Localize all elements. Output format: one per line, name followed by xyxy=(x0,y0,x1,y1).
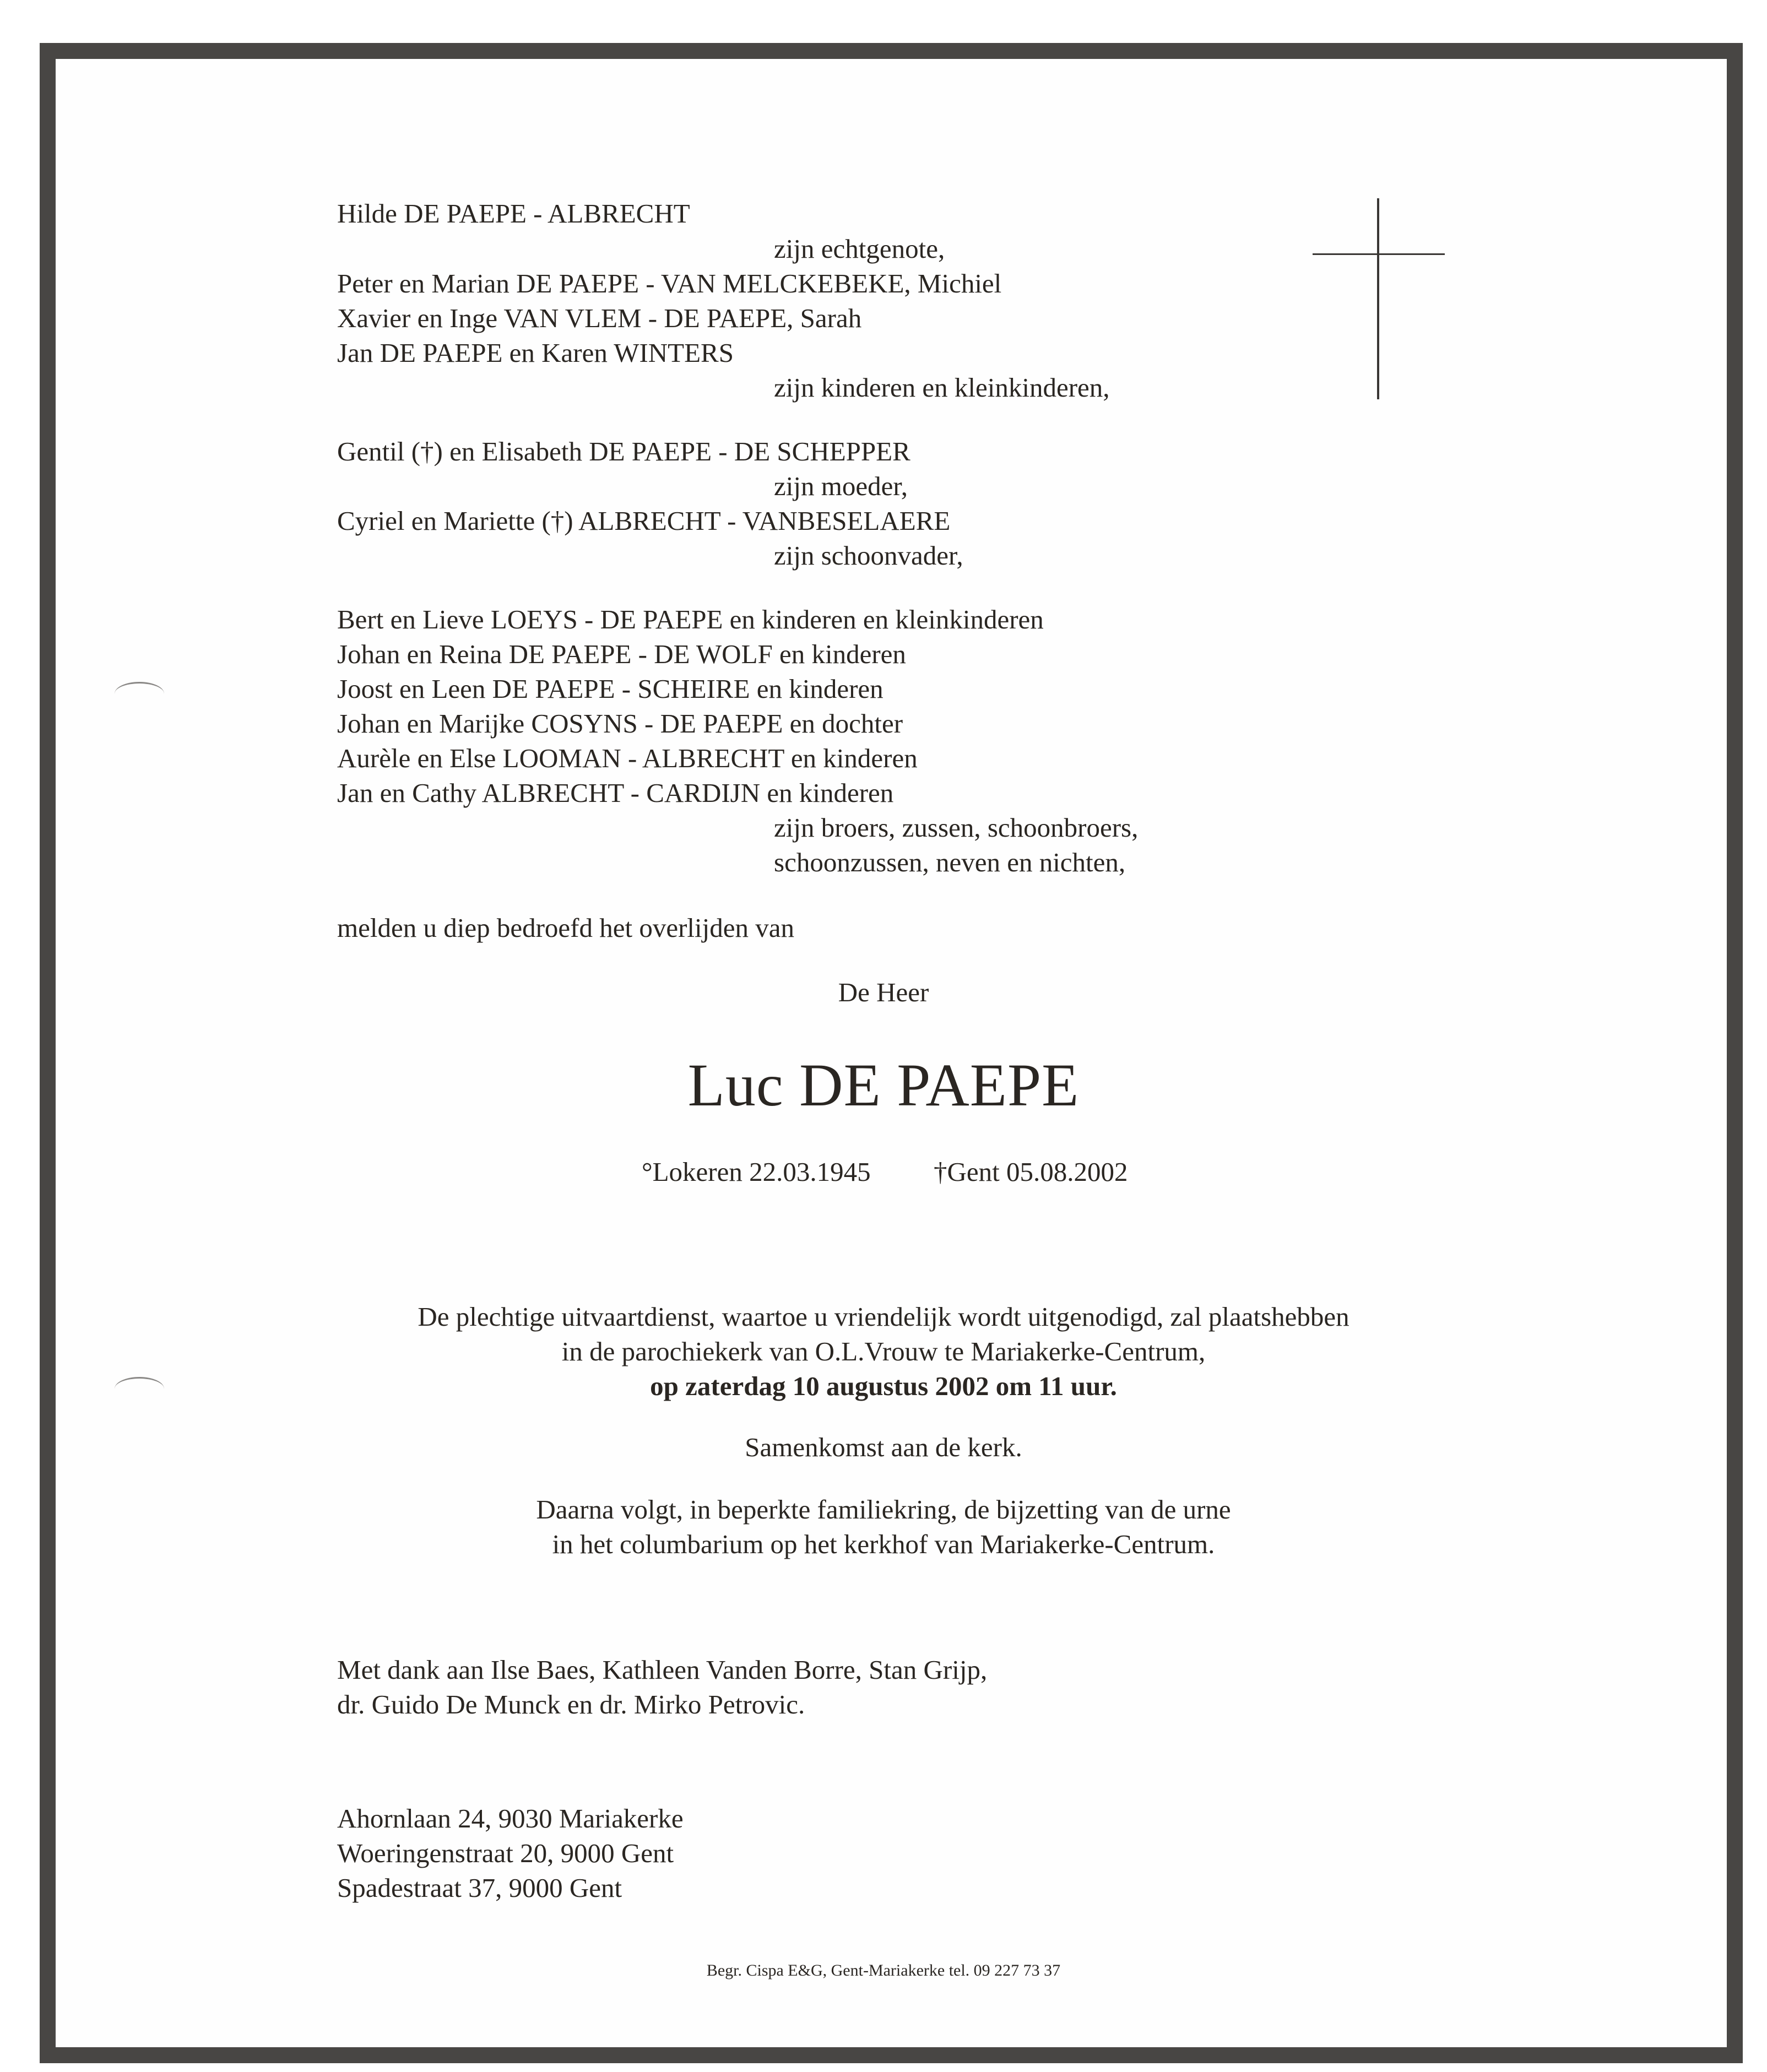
burial-line: Daarna volgt, in beperkte familiekring, de bijzetting van de urne xyxy=(536,1494,1231,1525)
birth-info: °Lokeren 22.03.1945 xyxy=(642,1157,871,1187)
siblings-role: zijn broers, zussen, schoonbroers, xyxy=(774,812,1139,843)
mother-role: zijn moeder, xyxy=(774,471,908,501)
spouse-name: Hilde DE PAEPE - ALBRECHT xyxy=(337,198,690,229)
address-line: Ahornlaan 24, 9030 Mariakerke xyxy=(337,1803,684,1834)
announcement: melden u diep bedroefd het overlijden van xyxy=(337,913,794,943)
sibling-line: Joost en Leen DE PAEPE - SCHEIRE en kinderen xyxy=(337,674,884,704)
burial-line: in het columbarium op het kerkhof van Mariakerke-Centrum. xyxy=(552,1529,1215,1559)
father-in-law-role: zijn schoonvader, xyxy=(774,540,963,571)
siblings-role: schoonzussen, neven en nichten, xyxy=(774,847,1126,877)
father-in-law-line: Cyriel en Mariette (†) ALBRECHT - VANBESELAERE xyxy=(337,506,951,536)
punch-hole-mark xyxy=(115,682,164,706)
deceased-name: Luc DE PAEPE xyxy=(687,1051,1080,1119)
service-line: in de parochiekerk van O.L.Vrouw te Mariakerke-Centrum, xyxy=(561,1336,1206,1366)
cross-icon-bar xyxy=(1313,253,1445,255)
service-line: De plechtige uitvaartdienst, waartoe u vriendelijk wordt uitgenodigd, zal plaatshebben xyxy=(418,1301,1349,1332)
cross-icon xyxy=(1377,198,1379,399)
printer-credit: Begr. Cispa E&G, Gent-Mariakerke tel. 09 227 73 37 xyxy=(706,1961,1061,1979)
mother-line: Gentil (†) en Elisabeth DE PAEPE - DE SCHEPPER xyxy=(337,436,910,467)
address-line: Woeringenstraat 20, 9000 Gent xyxy=(337,1838,674,1868)
death-info: †Gent 05.08.2002 xyxy=(934,1157,1128,1187)
address-line: Spadestraat 37, 9000 Gent xyxy=(337,1873,622,1903)
sibling-line: Aurèle en Else LOOMAN - ALBRECHT en kinderen xyxy=(337,743,918,773)
thanks-line: Met dank aan Ilse Baes, Kathleen Vanden Borre, Stan Grijp, xyxy=(337,1655,988,1685)
child-line: Peter en Marian DE PAEPE - VAN MELCKEBEKE, Michiel xyxy=(337,268,1002,299)
child-line: Xavier en Inge VAN VLEM - DE PAEPE, Sarah xyxy=(337,303,862,333)
sibling-line: Johan en Reina DE PAEPE - DE WOLF en kinderen xyxy=(337,639,906,669)
spouse-role: zijn echtgenote, xyxy=(774,234,945,264)
children-role: zijn kinderen en kleinkinderen, xyxy=(774,372,1110,403)
service-date: op zaterdag 10 augustus 2002 om 11 uur. xyxy=(650,1371,1117,1401)
sibling-line: Jan en Cathy ALBRECHT - CARDIJN en kinderen xyxy=(337,778,894,808)
sibling-line: Bert en Lieve LOEYS - DE PAEPE en kinderen en kleinkinderen xyxy=(337,604,1044,634)
child-line: Jan DE PAEPE en Karen WINTERS xyxy=(337,338,734,368)
sibling-line: Johan en Marijke COSYNS - DE PAEPE en dochter xyxy=(337,708,903,739)
gathering-note: Samenkomst aan de kerk. xyxy=(745,1432,1022,1462)
honorific: De Heer xyxy=(838,977,929,1007)
thanks-line: dr. Guido De Munck en dr. Mirko Petrovic. xyxy=(337,1689,805,1720)
